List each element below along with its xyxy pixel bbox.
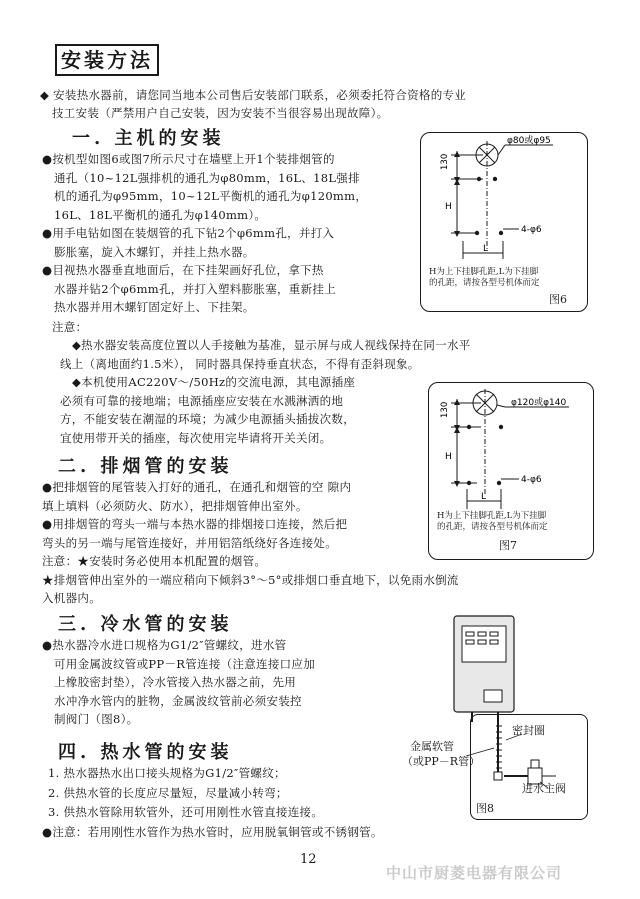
body-line: 机的通孔为φ95mm，10~12L平衡机的通孔为φ120mm， [54, 189, 368, 203]
hole-label: 4-φ6 [521, 225, 542, 235]
figure-7 [428, 382, 594, 560]
section-3-heading: 三. 冷水管的安装 [58, 614, 233, 635]
body-line: 16L、18L平衡机的通孔为φ140mm）。 [54, 207, 267, 222]
section-1-notes [60, 336, 471, 447]
figure-7-drawing [429, 383, 595, 561]
figure-6 [420, 132, 588, 312]
body-line: 膨胀塞，旋入木螺钉，并挂上热水器。 [54, 244, 255, 259]
body-line: 水冲净水管内的脏物，金属波纹管前必须安装控 [54, 693, 302, 708]
body-line: ●用排烟管的弯头一端与本热水器的排烟接口连接，然后把 [42, 517, 348, 531]
body-line: 通孔（10~12L强排机的通孔为φ80mm，16L、18L强排 [54, 170, 360, 185]
body-line: 弯头的另一端与尾管连接好，并用铝箔纸绕好各连接处。 [42, 535, 337, 550]
dia-label: φ120或φ140 [511, 398, 567, 408]
figure-6-note-2: 的孔距，请按各型号机体而定 [429, 278, 540, 288]
note-line: 线上（离地面约1.5米）， 同时器具保持垂直状态，不得有歪斜现象。 [60, 356, 420, 371]
hole-label: 4-φ6 [521, 475, 542, 485]
body-line: ●目视热水器垂直地面后，在下挂架画好孔位，拿下热 [42, 263, 324, 277]
figure-8-caption: 图8 [476, 802, 494, 815]
label-seal: 密封圈 [512, 724, 545, 737]
list-item: 3. 供热水管除用软管外，还可用刚性水管直接连接。 [48, 805, 324, 819]
list-item: ●注意：若用刚性水管作为热水管时，应用脱氧铜管或不锈钢管。 [42, 824, 383, 839]
label-pipe-alt: （或PP－R管） [402, 755, 481, 768]
dia-label: φ80或φ95 [507, 136, 551, 146]
section-4-heading: 四. 热水管的安装 [58, 742, 233, 763]
body-line: 上橡胶密封垫），冷水管接入热水器之前，先用 [54, 675, 297, 689]
intro-line-2: 技工安装（严禁用户自己安装，因为安装不当很容易出现故障）。 [52, 106, 389, 120]
dim-l: L [483, 244, 489, 254]
section-1-heading: 一. 主机的安装 [72, 128, 225, 149]
figure-6-caption: 图6 [549, 293, 567, 306]
figure-8 [380, 614, 590, 824]
body-line: 热水器并用木螺钉固定好上、下挂架。 [54, 300, 255, 314]
section-1-note-label: 注意： [52, 320, 88, 334]
figure-7-note-2: 的孔距，请按各型号机体而定 [437, 522, 548, 532]
section-3-body [42, 636, 315, 729]
list-item: 2. 供热水管的长度应尽量短，尽量减小转弯； [48, 785, 288, 800]
section-2-heading: 二. 排烟管的安装 [58, 456, 233, 477]
section-2-body [42, 478, 459, 608]
note-line: ◆本机使用AC220V～/50Hz的交流电源，其电源插座 [72, 375, 356, 389]
label-soft-pipe: 金属软管 [410, 740, 454, 753]
body-line: 水器并钻2个φ6mm孔，并打入塑料膨胀塞，重新挂上 [54, 281, 336, 296]
list-item: 1. 热水器热水出口接头规格为G1/2″管螺纹； [48, 766, 286, 780]
body-line: ●按机型如图6或图7所示尺寸在墙壁上开1个装排烟管的 [42, 152, 335, 166]
dim-l: L [481, 492, 487, 502]
body-line: 入机器内。 [42, 591, 101, 605]
note-line: 必须有可靠的接地端；电源插座应安装在水溅淋洒的地 [60, 393, 344, 408]
figure-7-caption: 图7 [499, 539, 517, 552]
dim-130: 130 [440, 401, 450, 418]
body-line: 可用金属波纹管或PP－R管连接（注意连接口应加 [54, 656, 316, 671]
note-line: 方，不能安装在潮湿的环境；为减少电源插头插拔次数， [60, 412, 355, 426]
section-4-body [42, 764, 383, 842]
dim-130: 130 [440, 153, 450, 170]
note-line: ◆热水器安装高度位置以人手接触为基准，显示屏与成人视线保持在同一水平 [72, 338, 471, 352]
body-line: 注意：★安装时务必使用本机配置的烟管。 [42, 554, 267, 568]
intro-line-1: ◆ 安装热水器前，请您同当地本公司售后安装部门联系，必须委托符合资格的专业 [40, 88, 467, 102]
note-line: 宜使用带开关的插座，每次使用完毕请将开关关闭。 [60, 430, 332, 445]
page-title: 安装方法 [55, 44, 159, 76]
figure-6-note-1: H为上下挂脚孔距,L为下挂脚 [429, 267, 539, 277]
body-line: ★排烟管伸出室外的一端应稍向下倾斜3°～5°或排烟口垂直地下，以免雨水倒流 [42, 572, 459, 587]
dim-h: H [445, 452, 452, 462]
label-main-valve: 进水主阀 [522, 782, 566, 795]
dim-h: H [445, 202, 452, 212]
body-line: 制阀门（图8）。 [54, 712, 139, 726]
page-number: 12 [300, 852, 317, 867]
body-line: ●热水器冷水进口规格为G1/2″管螺纹，进水管 [42, 638, 287, 652]
figure-7-note-1: H为上下挂脚孔距,L为下挂脚 [437, 511, 547, 521]
watermark: 中山市厨菱电器有限公司 [386, 864, 563, 882]
display-panel [484, 690, 502, 702]
body-line: ●用手电钻如图在装烟管的孔下钻2个φ6mm孔，并打入 [42, 226, 335, 240]
body-line: ●把排烟管的尾管装入打好的通孔，在通孔和烟管的空 隙内 [42, 480, 352, 494]
section-1-body [42, 150, 367, 317]
body-line: 填上填料（必须防火、防水），把排烟管伸出室外。 [42, 498, 308, 513]
